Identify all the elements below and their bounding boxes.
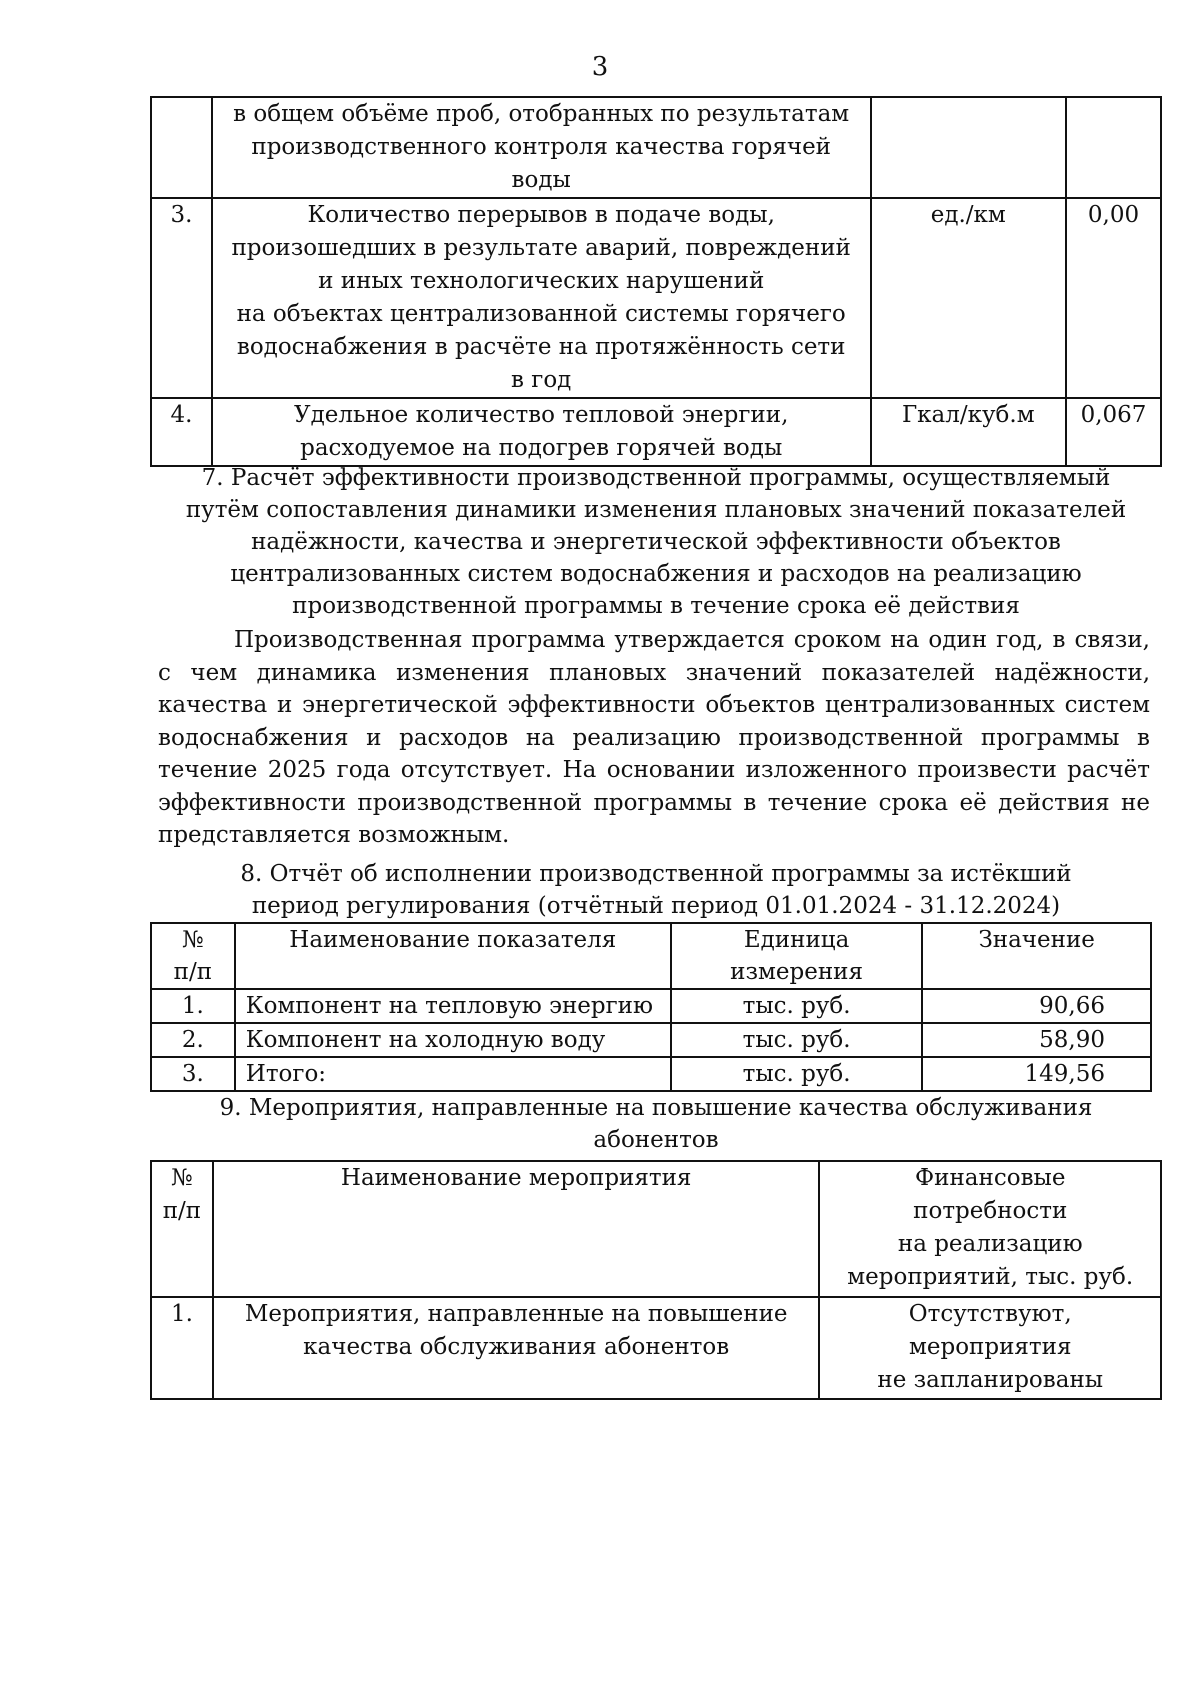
table-header-row xyxy=(151,1161,1161,1297)
row-name: Компонент на тепловую энергию xyxy=(235,989,671,1023)
text-line: мероприятия xyxy=(908,1334,1072,1360)
table-row xyxy=(151,1057,1151,1091)
text-line: п/п xyxy=(162,1198,202,1224)
page-number: 3 xyxy=(591,52,609,82)
text-line: произошедших в результате аварий, повреждений xyxy=(231,235,851,261)
text-line: воды xyxy=(511,167,571,193)
row-number: 2. xyxy=(151,1023,235,1057)
table-row xyxy=(151,1297,1161,1399)
row-number: 3. xyxy=(151,1057,235,1091)
indicator-name xyxy=(212,198,871,398)
text-line: водоснабжения в расчёте на протяжённость сети xyxy=(236,334,846,360)
indicator-value: 0,00 xyxy=(1066,198,1161,398)
heading-line: надёжности, качества и энергетической эффективности объектов xyxy=(251,529,1061,555)
section-7-paragraph: Производственная программа утверждается сроком на один год, в связи, с чем динамика изменения плановых значений показателей надёжности, качества и энергетической эффективности объектов централизованных систем водоснабжения и расходов на реализацию производственной программы в течение 2025 года отсутствует. На основании изложенного произвести расчёт эффективности производственной программы в течение срока её действия не представляется возможным. xyxy=(158,627,1150,848)
text-line: п/п xyxy=(173,959,213,985)
row-number: 3. xyxy=(151,198,212,398)
column-header-name: Наименование показателя xyxy=(235,923,671,989)
row-name: Итого: xyxy=(235,1057,671,1091)
heading-line: 8. Отчёт об исполнении производственной программы за истёкший xyxy=(240,861,1072,887)
row-number xyxy=(151,97,212,198)
section-8-heading xyxy=(150,858,1162,922)
text-line: Удельное количество тепловой энергии, xyxy=(293,402,789,428)
text-line: Количество перерывов в подаче воды, xyxy=(307,202,775,228)
heading-line: 7. Расчёт эффективности производственной программы, осуществляемый xyxy=(201,465,1111,491)
text-line: Финансовые xyxy=(915,1165,1066,1191)
table-row xyxy=(151,398,1161,466)
section-7-heading xyxy=(150,462,1162,622)
text-line: Отсутствуют, xyxy=(908,1301,1072,1327)
indicator-unit: Гкал/куб.м xyxy=(871,398,1067,466)
row-value: 58,90 xyxy=(922,1023,1151,1057)
heading-line: централизованных систем водоснабжения и расходов на реализацию xyxy=(230,561,1082,587)
column-header-num xyxy=(151,923,235,989)
heading-line: производственной программы в течение срока её действия xyxy=(292,593,1020,619)
row-unit: тыс. руб. xyxy=(671,1057,923,1091)
text-line: на реализацию xyxy=(897,1231,1083,1257)
heading-line: абонентов xyxy=(593,1127,719,1153)
row-value: 90,66 xyxy=(922,989,1151,1023)
report-table xyxy=(150,922,1152,1092)
column-header-value: Значение xyxy=(922,923,1151,989)
table-row xyxy=(151,97,1161,198)
row-number: 1. xyxy=(151,989,235,1023)
text-line: в год xyxy=(511,367,572,393)
text-line: № xyxy=(171,1165,193,1191)
table-row xyxy=(151,1023,1151,1057)
section-9-heading xyxy=(150,1092,1162,1156)
column-header-unit xyxy=(671,923,923,989)
row-name xyxy=(213,1297,820,1399)
text-line: Единица xyxy=(743,927,850,953)
row-finance xyxy=(819,1297,1161,1399)
text-line: на объектах централизованной системы горячего xyxy=(236,301,846,327)
row-name: Компонент на холодную воду xyxy=(235,1023,671,1057)
text-line: мероприятий, тыс. руб. xyxy=(847,1264,1134,1290)
heading-line: период регулирования (отчётный период 01.01.2024 - 31.12.2024) xyxy=(251,893,1061,919)
text-line: в общем объёме проб, отобранных по результатам xyxy=(233,101,850,127)
indicator-unit: ед./км xyxy=(871,198,1067,398)
row-number: 4. xyxy=(151,398,212,466)
measures-table xyxy=(150,1160,1162,1400)
text-line: потребности xyxy=(913,1198,1068,1224)
text-line: расходуемое на подогрев горячей воды xyxy=(300,435,783,461)
row-unit: тыс. руб. xyxy=(671,1023,923,1057)
indicator-value: 0,067 xyxy=(1066,398,1161,466)
column-header-finance xyxy=(819,1161,1161,1297)
row-unit: тыс. руб. xyxy=(671,989,923,1023)
column-header-num xyxy=(151,1161,213,1297)
text-line: качества обслуживания абонентов xyxy=(303,1334,730,1360)
table-row xyxy=(151,198,1161,398)
table-row xyxy=(151,989,1151,1023)
row-number: 1. xyxy=(151,1297,213,1399)
text-line: Мероприятия, направленные на повышение xyxy=(244,1301,788,1327)
text-line: не запланированы xyxy=(877,1367,1104,1393)
heading-line: путём сопоставления динамики изменения плановых значений показателей xyxy=(185,497,1127,523)
indicator-name xyxy=(212,398,871,466)
indicator-name xyxy=(212,97,871,198)
column-header-name: Наименование мероприятия xyxy=(213,1161,820,1297)
text-line: измерения xyxy=(730,959,864,985)
indicator-unit xyxy=(871,97,1067,198)
table-header-row xyxy=(151,923,1151,989)
indicators-table xyxy=(150,96,1162,467)
heading-line: 9. Мероприятия, направленные на повышение качества обслуживания xyxy=(219,1095,1093,1121)
row-value: 149,56 xyxy=(922,1057,1151,1091)
text-line: № xyxy=(182,927,204,953)
text-line: и иных технологических нарушений xyxy=(318,268,765,294)
indicator-value xyxy=(1066,97,1161,198)
text-line: производственного контроля качества горячей xyxy=(251,134,832,160)
